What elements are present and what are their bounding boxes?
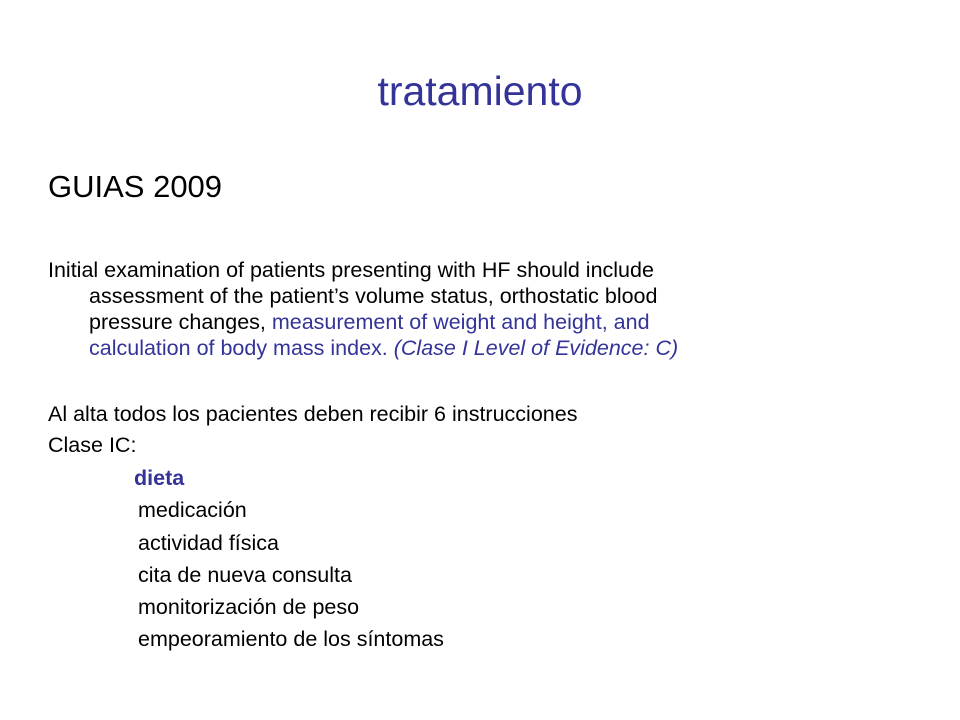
paragraph-line-2: assessment of the patient’s volume status, orthostatic blood [89, 284, 658, 308]
list-item: dieta [134, 466, 185, 490]
paragraph-line-1: Initial examination of patients presenting with HF should include [48, 258, 654, 282]
paragraph-line-3-highlight: measurement of weight and height, and [271, 310, 650, 334]
list-item: cita de nueva consulta [138, 562, 352, 587]
evidence-level: (Clase I Level of Evidence: C) [393, 336, 679, 360]
class-label: Clase IC: [48, 433, 137, 457]
slide-subtitle: GUIAS 2009 [48, 169, 223, 204]
instruction-list [0, 462, 960, 656]
discharge-instructions-text: Al alta todos los pacientes deben recibir 6 instrucciones [48, 402, 578, 426]
paragraph-line-3-text: pressure changes, [89, 310, 272, 334]
list-item: medicación [138, 498, 247, 523]
list-item: actividad física [138, 530, 280, 555]
guideline-paragraph [48, 257, 908, 361]
paragraph-line-4 [48, 335, 908, 361]
paragraph-line-3 [48, 309, 908, 335]
slide-title: tratamiento [377, 68, 583, 114]
list-item: empeoramiento de los síntomas [138, 627, 444, 652]
list-item: monitorización de peso [138, 595, 360, 620]
paragraph-line-4-text: calculation of body mass index. [89, 336, 394, 360]
